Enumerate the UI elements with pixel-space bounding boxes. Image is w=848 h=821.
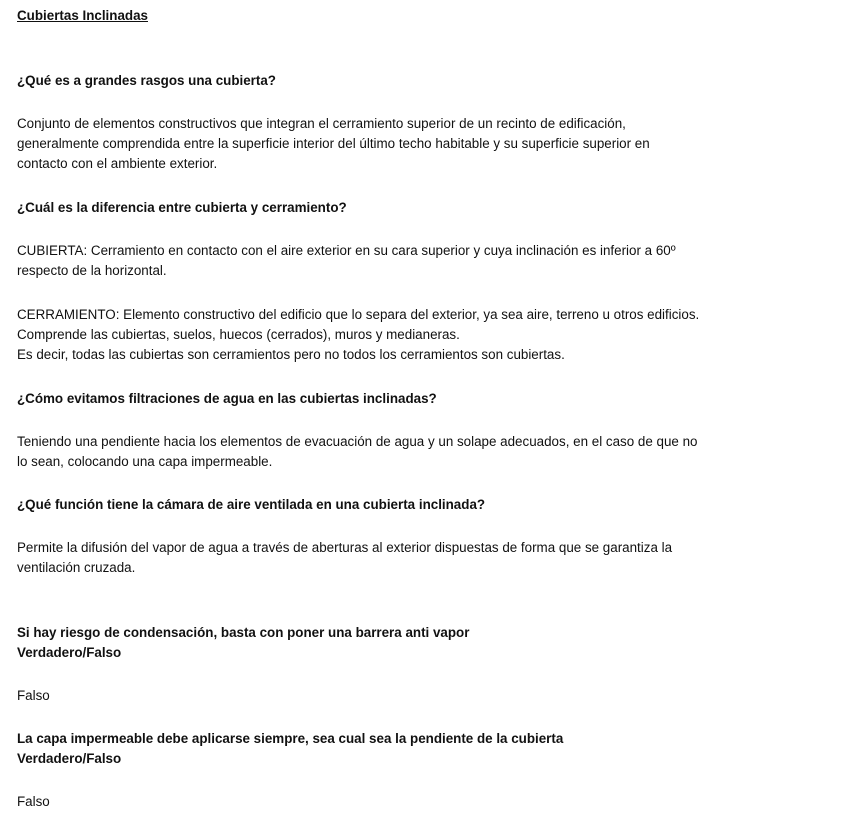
answer-3-line-1: Teniendo una pendiente hacia los elementos de evacuación de agua y un solape adecuados, en el caso de que no	[17, 434, 698, 449]
answer-1-line-2: generalmente comprendida entre la superficie interior del último techo habitable y su superficie superior en	[17, 136, 650, 151]
answer-3-line-2: lo sean, colocando una capa impermeable.	[17, 454, 273, 469]
question-5: Si hay riesgo de condensación, basta con poner una barrera anti vapor	[17, 625, 470, 640]
answer-5: Falso	[17, 688, 50, 703]
answer-2b-line-1: CERRAMIENTO: Elemento constructivo del edificio que lo separa del exterior, ya sea aire, terreno u otros edificios.	[17, 307, 700, 322]
answer-2-line-2: respecto de la horizontal.	[17, 263, 167, 278]
answer-6: Falso	[17, 794, 50, 809]
answer-2b-line-2: Comprende las cubiertas, suelos, huecos (cerrados), muros y medianeras.	[17, 327, 460, 342]
question-5-options: Verdadero/Falso	[17, 645, 122, 660]
question-3: ¿Cómo evitamos filtraciones de agua en las cubiertas inclinadas?	[17, 391, 437, 406]
answer-2b-line-3: Es decir, todas las cubiertas son cerramientos pero no todos los cerramientos son cubiertas.	[17, 347, 565, 362]
question-1: ¿Qué es a grandes rasgos una cubierta?	[17, 73, 276, 88]
document-title: Cubiertas Inclinadas	[17, 8, 148, 23]
question-6: La capa impermeable debe aplicarse siempre, sea cual sea la pendiente de la cubierta	[17, 731, 564, 746]
answer-4-line-2: ventilación cruzada.	[17, 560, 136, 575]
answer-4-line-1: Permite la difusión del vapor de agua a través de aberturas al exterior dispuestas de forma que se garantiza la	[17, 540, 673, 555]
question-4: ¿Qué función tiene la cámara de aire ventilada en una cubierta inclinada?	[17, 497, 486, 512]
question-2: ¿Cuál es la diferencia entre cubierta y cerramiento?	[17, 200, 347, 215]
question-6-options: Verdadero/Falso	[17, 751, 122, 766]
answer-2-line-1: CUBIERTA: Cerramiento en contacto con el aire exterior en su cara superior y cuya inclinación es inferior a 60º	[17, 243, 676, 258]
answer-1-line-1: Conjunto de elementos constructivos que integran el cerramiento superior de un recinto de edificación,	[17, 116, 626, 131]
answer-1-line-3: contacto con el ambiente exterior.	[17, 156, 218, 171]
